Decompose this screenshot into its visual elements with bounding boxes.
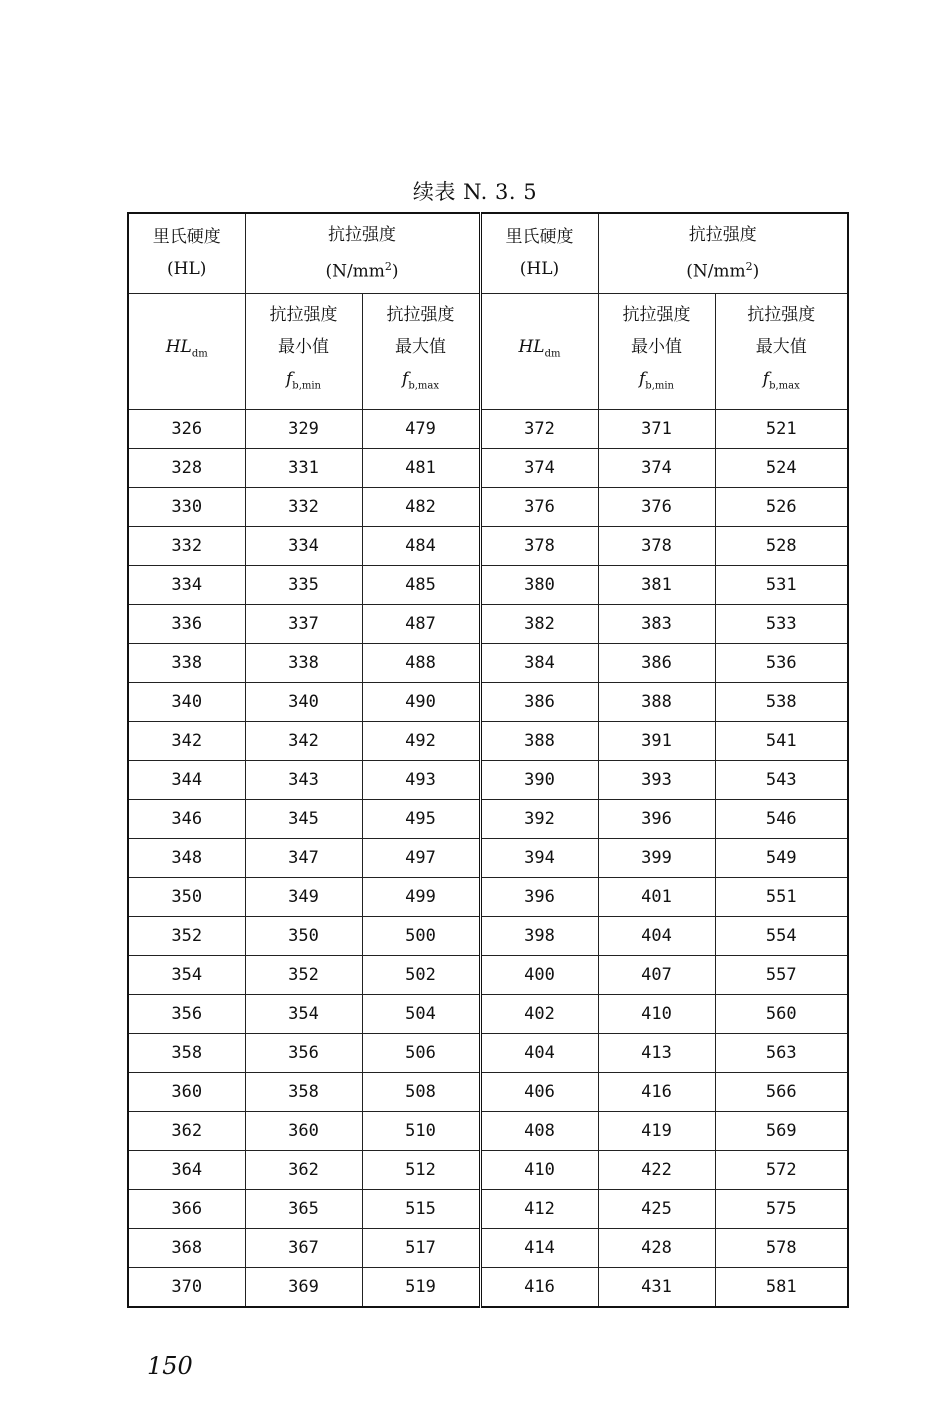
table-cell: 338	[128, 643, 245, 682]
table-cell: 354	[245, 994, 362, 1033]
left-hardness-title: 里氏硬度	[152, 227, 221, 248]
table-cell: 543	[715, 760, 848, 799]
right-strength-title: 抗拉强度	[688, 224, 757, 245]
table-row	[128, 487, 848, 526]
left-strength-unit	[246, 251, 479, 288]
table-cell: 546	[715, 799, 848, 838]
right-strength-unit-suffix: )	[752, 261, 760, 282]
table-row	[128, 916, 848, 955]
table-row	[128, 1033, 848, 1072]
table-cell: 354	[128, 955, 245, 994]
table-header	[128, 213, 848, 409]
table-cell: 334	[128, 565, 245, 604]
table-caption: 续表 N. 3. 5	[412, 180, 538, 204]
table-cell: 369	[245, 1267, 362, 1307]
table-cell: 404	[480, 1033, 598, 1072]
left-max-line2: 最大值	[395, 337, 446, 358]
right-min-f: f	[639, 369, 646, 390]
table-cell: 510	[362, 1111, 480, 1150]
table-cell: 499	[362, 877, 480, 916]
table-cell: 362	[245, 1150, 362, 1189]
table-cell: 566	[715, 1072, 848, 1111]
table-cell: 360	[128, 1072, 245, 1111]
table-row	[128, 643, 848, 682]
table-row	[128, 877, 848, 916]
table-cell: 401	[598, 877, 715, 916]
hardness-strength-table	[127, 212, 849, 1308]
table-cell: 404	[598, 916, 715, 955]
table-cell: 533	[715, 604, 848, 643]
table-cell: 350	[128, 877, 245, 916]
table-cell: 506	[362, 1033, 480, 1072]
table-cell: 330	[128, 487, 245, 526]
table-cell: 350	[245, 916, 362, 955]
table-cell: 338	[245, 643, 362, 682]
left-hl-symbol-sub: dm	[191, 348, 208, 360]
table-cell: 384	[480, 643, 598, 682]
table-cell: 366	[128, 1189, 245, 1228]
table-cell: 378	[598, 526, 715, 565]
table-cell: 428	[598, 1228, 715, 1267]
left-min-line1: 抗拉强度	[269, 305, 338, 326]
table-cell: 392	[480, 799, 598, 838]
right-min-sub: b,min	[645, 380, 674, 392]
right-strength-unit-sup: 2	[745, 259, 753, 273]
table-cell: 365	[245, 1189, 362, 1228]
table-cell: 536	[715, 643, 848, 682]
table-cell: 381	[598, 565, 715, 604]
table-cell: 484	[362, 526, 480, 565]
table-cell: 521	[715, 409, 848, 448]
table-row	[128, 994, 848, 1033]
header-group-row	[128, 213, 848, 293]
table-cell: 352	[245, 955, 362, 994]
table-cell: 342	[245, 721, 362, 760]
left-hl-symbol-cell	[128, 293, 245, 409]
table-cell: 538	[715, 682, 848, 721]
table-cell: 575	[715, 1189, 848, 1228]
table-cell: 336	[128, 604, 245, 643]
left-hl-symbol-main: HL	[165, 337, 192, 358]
table-cell: 340	[245, 682, 362, 721]
table-cell: 490	[362, 682, 480, 721]
table-cell: 376	[598, 487, 715, 526]
table-cell: 386	[598, 643, 715, 682]
table-cell: 500	[362, 916, 480, 955]
table-row	[128, 409, 848, 448]
table-row	[128, 1111, 848, 1150]
table-cell: 396	[480, 877, 598, 916]
right-min-symbol	[599, 363, 715, 402]
table-cell: 416	[598, 1072, 715, 1111]
table-cell: 374	[480, 448, 598, 487]
left-hardness-unit: (HL)	[167, 259, 207, 280]
table-cell: 388	[480, 721, 598, 760]
table-row	[128, 838, 848, 877]
table-row	[128, 448, 848, 487]
table-cell: 413	[598, 1033, 715, 1072]
table-cell: 331	[245, 448, 362, 487]
table-cell: 414	[480, 1228, 598, 1267]
left-min-header	[245, 293, 362, 409]
table-cell: 554	[715, 916, 848, 955]
table-cell: 482	[362, 487, 480, 526]
table-cell: 422	[598, 1150, 715, 1189]
table-row	[128, 1228, 848, 1267]
table-cell: 348	[128, 838, 245, 877]
table-cell: 383	[598, 604, 715, 643]
table-cell: 551	[715, 877, 848, 916]
table-cell: 368	[128, 1228, 245, 1267]
table-cell: 370	[128, 1267, 245, 1307]
table-cell: 352	[128, 916, 245, 955]
right-min-header	[598, 293, 715, 409]
table-cell: 394	[480, 838, 598, 877]
table-cell: 531	[715, 565, 848, 604]
table-row	[128, 1189, 848, 1228]
table-cell: 502	[362, 955, 480, 994]
table-cell: 337	[245, 604, 362, 643]
table-row	[128, 565, 848, 604]
table-cell: 358	[245, 1072, 362, 1111]
table-cell: 412	[480, 1189, 598, 1228]
table-cell: 560	[715, 994, 848, 1033]
table-cell: 410	[480, 1150, 598, 1189]
table-row	[128, 721, 848, 760]
right-max-line1: 抗拉强度	[747, 305, 816, 326]
hardness-strength-table-container	[127, 212, 847, 1308]
left-min-symbol	[246, 363, 362, 402]
left-min-f: f	[286, 369, 293, 390]
table-cell: 332	[128, 526, 245, 565]
right-max-sub: b,max	[769, 380, 800, 392]
table-cell: 344	[128, 760, 245, 799]
table-cell: 332	[245, 487, 362, 526]
table-cell: 541	[715, 721, 848, 760]
table-cell: 431	[598, 1267, 715, 1307]
table-cell: 549	[715, 838, 848, 877]
table-cell: 388	[598, 682, 715, 721]
right-min-line2: 最小值	[631, 337, 682, 358]
left-min-line2: 最小值	[278, 337, 329, 358]
header-sub-row	[128, 293, 848, 409]
table-cell: 329	[245, 409, 362, 448]
table-cell: 504	[362, 994, 480, 1033]
table-cell: 358	[128, 1033, 245, 1072]
left-strength-unit-suffix: )	[391, 261, 399, 282]
table-cell: 334	[245, 526, 362, 565]
left-min-sub: b,min	[292, 380, 321, 392]
table-cell: 524	[715, 448, 848, 487]
right-min-line1: 抗拉强度	[622, 305, 691, 326]
table-cell: 393	[598, 760, 715, 799]
table-cell: 380	[480, 565, 598, 604]
table-row	[128, 799, 848, 838]
table-cell: 391	[598, 721, 715, 760]
table-cell: 362	[128, 1111, 245, 1150]
table-cell: 581	[715, 1267, 848, 1307]
table-cell: 402	[480, 994, 598, 1033]
right-hl-symbol	[518, 337, 561, 360]
table-cell: 364	[128, 1150, 245, 1189]
table-row	[128, 604, 848, 643]
table-cell: 372	[480, 409, 598, 448]
table-cell: 578	[715, 1228, 848, 1267]
table-cell: 400	[480, 955, 598, 994]
left-max-f: f	[402, 369, 409, 390]
table-cell: 378	[480, 526, 598, 565]
table-cell: 343	[245, 760, 362, 799]
table-cell: 508	[362, 1072, 480, 1111]
right-hardness-header	[480, 213, 598, 293]
right-strength-unit-prefix: (N/mm	[686, 261, 746, 282]
left-strength-title: 抗拉强度	[328, 224, 396, 245]
table-cell: 345	[245, 799, 362, 838]
right-strength-header	[598, 213, 848, 293]
table-cell: 492	[362, 721, 480, 760]
table-cell: 356	[245, 1033, 362, 1072]
right-max-line2: 最大值	[755, 337, 807, 358]
table-cell: 382	[480, 604, 598, 643]
left-hl-symbol	[165, 337, 208, 360]
left-hardness-header	[128, 213, 245, 293]
table-cell: 390	[480, 760, 598, 799]
table-cell: 349	[245, 877, 362, 916]
table-cell: 416	[480, 1267, 598, 1307]
table-cell: 386	[480, 682, 598, 721]
right-hardness-title: 里氏硬度	[505, 227, 574, 248]
table-row	[128, 955, 848, 994]
right-hl-symbol-main: HL	[518, 337, 545, 358]
table-cell: 335	[245, 565, 362, 604]
table-cell: 328	[128, 448, 245, 487]
left-max-sub: b,max	[408, 380, 439, 392]
table-cell: 497	[362, 838, 480, 877]
table-cell: 519	[362, 1267, 480, 1307]
table-row	[128, 760, 848, 799]
table-cell: 347	[245, 838, 362, 877]
table-cell: 425	[598, 1189, 715, 1228]
table-cell: 528	[715, 526, 848, 565]
table-cell: 526	[715, 487, 848, 526]
table-cell: 374	[598, 448, 715, 487]
table-cell: 487	[362, 604, 480, 643]
table-cell: 485	[362, 565, 480, 604]
table-cell: 371	[598, 409, 715, 448]
table-cell: 346	[128, 799, 245, 838]
table-cell: 495	[362, 799, 480, 838]
right-max-symbol	[716, 363, 848, 402]
left-strength-header	[245, 213, 480, 293]
table-cell: 360	[245, 1111, 362, 1150]
left-max-line1: 抗拉强度	[386, 305, 455, 326]
table-cell: 515	[362, 1189, 480, 1228]
table-cell: 367	[245, 1228, 362, 1267]
table-cell: 479	[362, 409, 480, 448]
table-cell: 488	[362, 643, 480, 682]
left-strength-unit-prefix: (N/mm	[325, 261, 385, 282]
right-hardness-unit: (HL)	[519, 259, 560, 280]
table-cell: 557	[715, 955, 848, 994]
table-cell: 356	[128, 994, 245, 1033]
right-strength-unit	[599, 251, 848, 288]
table-cell: 406	[480, 1072, 598, 1111]
page-number: 150	[147, 1352, 193, 1380]
table-row	[128, 682, 848, 721]
table-cell: 396	[598, 799, 715, 838]
table-row	[128, 1072, 848, 1111]
right-max-header	[715, 293, 848, 409]
right-max-f: f	[762, 369, 770, 390]
table-body	[128, 409, 848, 1307]
table-cell: 410	[598, 994, 715, 1033]
table-cell: 376	[480, 487, 598, 526]
table-cell: 340	[128, 682, 245, 721]
left-max-header	[362, 293, 480, 409]
table-cell: 408	[480, 1111, 598, 1150]
table-row	[128, 1267, 848, 1307]
table-cell: 493	[362, 760, 480, 799]
left-max-symbol	[363, 363, 479, 402]
right-hl-symbol-sub: dm	[544, 348, 561, 360]
table-cell: 326	[128, 409, 245, 448]
right-hl-symbol-cell	[480, 293, 598, 409]
table-cell: 512	[362, 1150, 480, 1189]
table-row	[128, 526, 848, 565]
table-cell: 399	[598, 838, 715, 877]
table-row	[128, 1150, 848, 1189]
left-strength-unit-sup: 2	[384, 259, 392, 273]
table-cell: 517	[362, 1228, 480, 1267]
table-cell: 569	[715, 1111, 848, 1150]
table-cell: 398	[480, 916, 598, 955]
table-cell: 419	[598, 1111, 715, 1150]
table-cell: 481	[362, 448, 480, 487]
table-cell: 407	[598, 955, 715, 994]
table-cell: 342	[128, 721, 245, 760]
table-cell: 563	[715, 1033, 848, 1072]
table-cell: 572	[715, 1150, 848, 1189]
